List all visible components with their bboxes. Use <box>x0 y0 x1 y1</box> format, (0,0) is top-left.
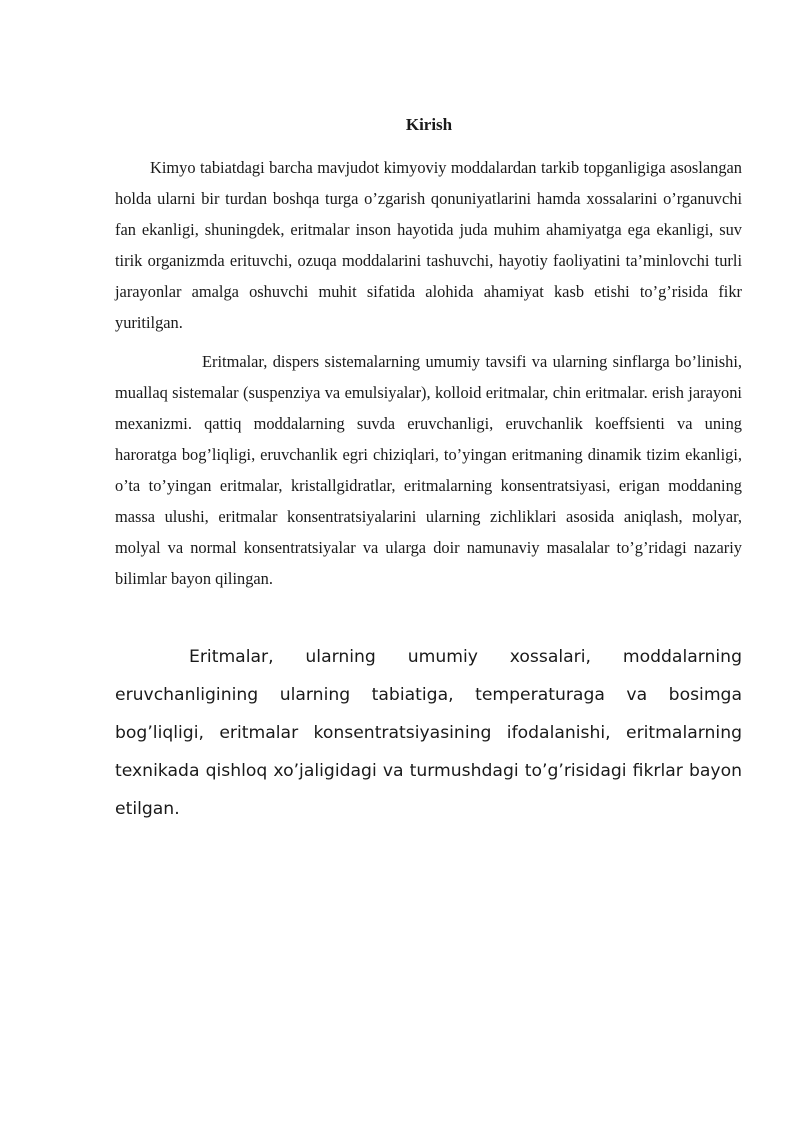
page-title: Kirish <box>405 115 453 134</box>
paragraph-3: Eritmalar, ularning umumiy xossalari, moddalarning eruvchanligining ularning tabiatiga, temperaturaga va bosimga bog’liqligi, eritmalar konsentratsiyasining ifodalanishi, eritmalarning texnikada qishloq xo’jaligidagi va turmushdagi to’g’risidagi fikrlar bayon etilgan. <box>115 647 742 819</box>
paragraph-1: Kimyo tabiatdagi barcha mavjudot kimyoviy moddalardan tarkib topganligiga asoslangan holda ularni bir turdan boshqa turga o’zgarish qonuniyatlarini hamda xossalarini o’rganuvchi fan ekanligi, shuningdek, eritmalar inson hayotida juda muhim ahamiyatga ega ekanligi, suv tirik organizmda erituvchi, ozuqa moddalarini tashuvchi, hayotiy faoliyatini ta’minlovchi turli jarayonlar amalga oshuvchi muhit sifatida alohida ahamiyat kasb etishi to’g’risida fikr yuritilgan. <box>115 158 742 332</box>
paragraph-2: Eritmalar, dispers sistemalarning umumiy tavsifi va ularning sinflarga bo’linishi, muallaq sistemalar (suspenziya va emulsiyalar), kolloid eritmalar, chin eritmalar. erish jarayoni mexanizmi. qattiq moddalarning suvda eruvchanligi, eruvchanlik koeffsienti va uning haroratga bog’liqligi, eruvchanlik egri chiziqlari, to’yingan eritmaning dinamik tizim ekanligi, o’ta to’yingan eritmalar, kristallgidratlar, eritmalarning konsentratsiyasi, erigan moddaning massa ulushi, eritmalar konsentratsiyalarini ularning zichliklari asosida aniqlash, molyar, molyal va normal konsentratsiyalar va ularga doir namunaviy masalalar to’g’ridagi nazariy bilimlar bayon qilingan. <box>115 352 742 588</box>
